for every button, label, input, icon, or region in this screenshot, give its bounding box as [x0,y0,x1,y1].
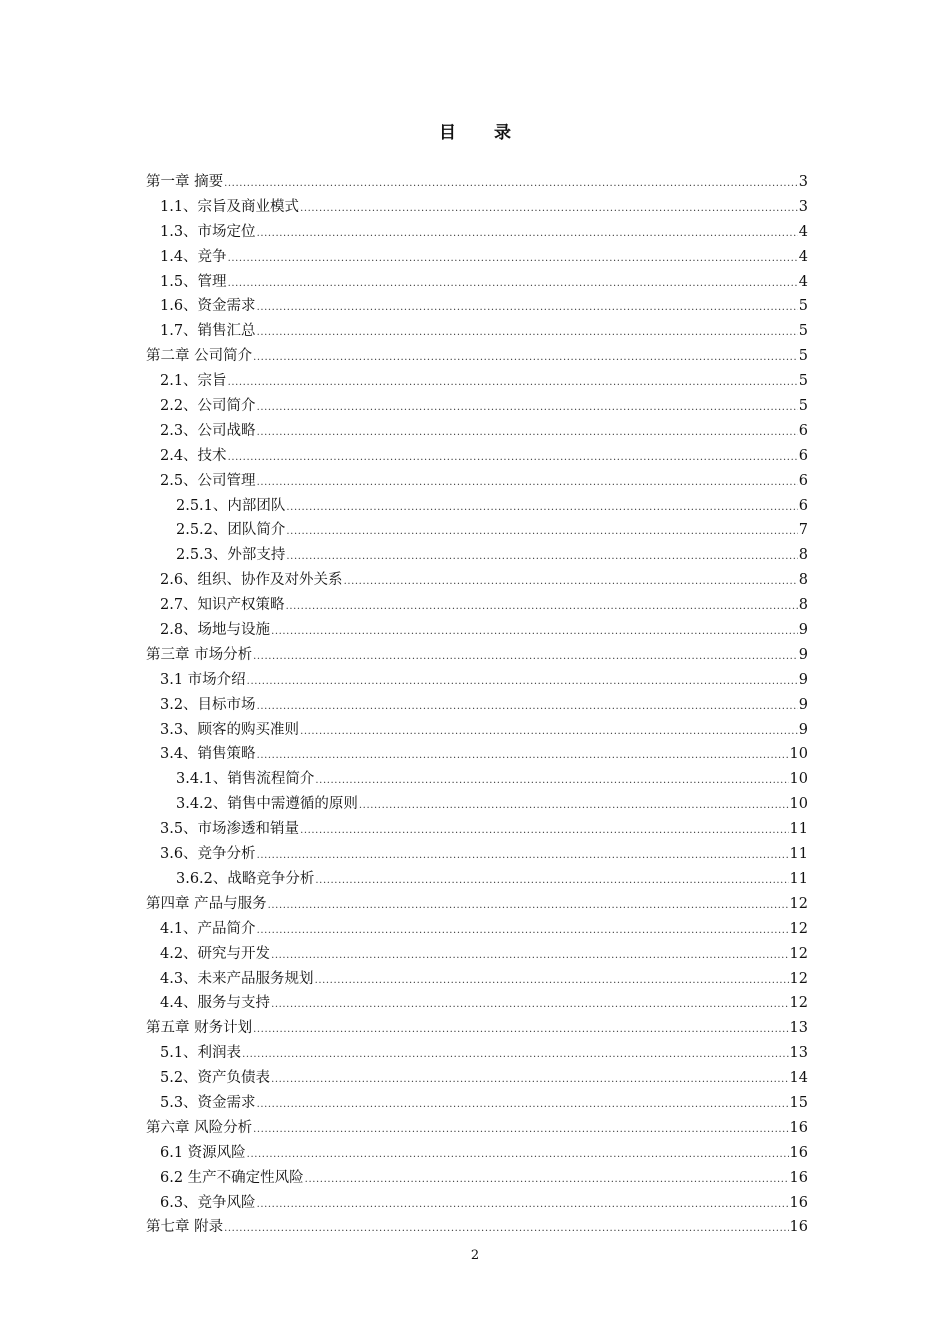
toc-dot-leader [315,969,789,994]
toc-dot-leader [257,744,789,769]
toc-dot-leader [247,670,798,695]
toc-entry[interactable] [146,643,808,668]
toc-title: 目 录 [439,123,527,143]
toc-entry-page: 4 [798,273,808,290]
toc-entry-label: 3.4、销售策略 [160,746,256,763]
toc-entry[interactable] [146,967,808,992]
toc-entry-label: 1.1、宗旨及商业模式 [160,198,300,215]
toc-entry-page: 12 [789,995,808,1012]
toc-dot-leader [300,819,788,844]
toc-entry-label: 第一章 摘要 [146,174,224,190]
toc-dot-leader [224,172,798,197]
toc-entry-page: 4 [798,223,808,240]
toc-entry-page: 16 [789,1194,808,1211]
toc-dot-leader [257,421,798,446]
toc-entry-label: 2.6、组织、协作及对外关系 [160,572,343,589]
toc-dot-leader [271,944,788,969]
toc-entry-page: 12 [789,895,808,912]
toc-entry[interactable] [146,892,808,917]
toc-dot-leader [253,645,798,670]
toc-entry[interactable] [146,419,808,444]
toc-dot-leader [286,520,797,545]
toc-entry[interactable] [146,718,808,743]
toc-dot-leader [257,1193,789,1218]
toc-entry[interactable] [146,593,808,618]
toc-entry[interactable] [146,767,808,792]
toc-entry-label: 4.1、产品简介 [160,920,256,937]
toc-dot-leader [257,919,789,944]
toc-dot-leader [268,894,789,919]
toc-entry-page: 9 [798,671,808,688]
toc-dot-leader [224,1217,788,1242]
toc-entry-label: 3.4.2、销售中需遵循的原则 [176,796,358,813]
toc-entry-page: 7 [798,522,808,539]
toc-entry[interactable] [146,1066,808,1091]
toc-entry-page: 9 [798,696,808,713]
toc-entry[interactable] [146,1166,808,1191]
toc-entry-page: 15 [789,1094,808,1111]
toc-entry[interactable] [146,220,808,245]
toc-dot-leader [257,1093,789,1118]
toc-entry-label: 3.6.2、战略竞争分析 [176,870,315,887]
toc-entry[interactable] [146,1041,808,1066]
toc-entry-label: 5.1、利润表 [160,1045,242,1062]
toc-entry-page: 8 [798,572,808,589]
toc-entry-label: 4.3、未来产品服务规划 [160,970,314,987]
toc-entry-label: 4.4、服务与支持 [160,995,271,1012]
toc-entry-label: 第三章 市场分析 [146,646,253,663]
toc-entry-page: 8 [798,547,808,564]
toc-entry[interactable] [146,568,808,593]
toc-entry[interactable] [146,1116,808,1141]
toc-entry[interactable] [146,792,808,817]
toc-dot-leader [247,1143,789,1168]
toc-entry[interactable] [146,469,808,494]
toc-entry-page: 16 [789,1119,808,1136]
toc-entry[interactable] [146,319,808,344]
toc-entry-label: 1.5、管理 [160,273,227,290]
toc-entry[interactable] [146,444,808,469]
toc-dot-leader [253,346,798,371]
toc-entry-label: 2.5.3、外部支持 [176,547,286,564]
toc-dot-leader [228,272,798,297]
toc-entry[interactable] [146,394,808,419]
toc-entry[interactable] [146,742,808,767]
toc-entry-label: 5.3、资金需求 [160,1094,256,1111]
toc-entry-page: 16 [789,1144,808,1161]
toc-entry-page: 11 [789,870,808,887]
toc-entry[interactable] [146,817,808,842]
toc-entry-label: 4.2、研究与开发 [160,945,271,962]
toc-dot-leader [300,720,798,745]
toc-entry-page: 4 [798,248,808,265]
toc-entry-page: 11 [789,821,808,838]
toc-entry[interactable] [146,867,808,892]
toc-entry[interactable] [146,270,808,295]
toc-entry-label: 第四章 产品与服务 [146,895,267,912]
toc-dot-leader [286,545,797,570]
toc-entry[interactable] [146,369,808,394]
toc-entry-page: 3 [798,174,808,190]
toc-entry-label: 3.1 市场介绍 [160,671,246,688]
toc-dot-leader [253,1018,788,1043]
toc-dot-leader [257,321,798,346]
toc-entry-label: 5.2、资产负债表 [160,1070,271,1087]
toc-entry[interactable] [146,942,808,967]
toc-dot-leader [271,620,798,645]
toc-dot-leader [271,993,788,1018]
toc-dot-leader [315,869,788,894]
toc-entry-page: 5 [798,348,808,365]
toc-entry-label: 3.2、目标市场 [160,696,256,713]
toc-entry[interactable] [146,693,808,718]
toc-entry-label: 6.2 生产不确定性风险 [160,1169,304,1186]
toc-entry-label: 2.5.1、内部团队 [176,497,286,514]
toc-dot-leader [228,371,798,396]
toc-entry[interactable] [146,991,808,1016]
toc-dot-leader [271,1068,788,1093]
toc-dot-leader [228,247,798,272]
toc-entry-label: 第六章 风险分析 [146,1119,253,1136]
toc-dot-leader [286,496,797,521]
toc-entry-page: 10 [789,796,808,813]
toc-entry-label: 2.5.2、团队简介 [176,522,286,539]
toc-entry-page: 6 [798,472,808,489]
toc-entry-page: 8 [798,597,808,614]
toc-entry-page: 10 [789,771,808,788]
toc-entry-page: 12 [789,970,808,987]
toc-entry-page: 12 [789,945,808,962]
toc-entry-label: 2.7、知识产权策略 [160,597,285,614]
toc-entry[interactable] [146,1141,808,1166]
toc-entry-page: 6 [798,447,808,464]
toc-entry-page: 16 [789,1169,808,1186]
toc-entry[interactable] [146,245,808,270]
toc-entry-label: 1.4、竞争 [160,248,227,265]
toc-entry-page: 13 [789,1020,808,1037]
toc-entry[interactable] [146,917,808,942]
toc-entry-label: 第五章 财务计划 [146,1020,253,1037]
toc-entry-page: 9 [798,622,808,639]
toc-entry[interactable] [146,842,808,867]
toc-entry-page: 9 [798,721,808,738]
toc-dot-leader [257,695,798,720]
toc-entry[interactable] [146,518,808,543]
toc-dot-leader [286,595,798,620]
toc-dot-leader [257,471,798,496]
toc-entry-label: 6.3、竞争风险 [160,1194,256,1211]
toc-entry-label: 1.6、资金需求 [160,298,256,315]
toc-entry[interactable] [146,170,808,195]
page-number: 2 [470,1248,480,1263]
toc-entry-label: 1.3、市场定位 [160,223,256,240]
toc-entry[interactable] [146,344,808,369]
toc-entry[interactable] [146,294,808,319]
toc-entry[interactable] [146,494,808,519]
toc-entry-label: 2.8、场地与设施 [160,622,271,639]
toc-entry[interactable] [146,618,808,643]
toc-dot-leader [359,794,789,819]
toc-entry[interactable] [146,1091,808,1116]
toc-dot-leader [228,446,798,471]
toc-entry-label: 2.2、公司简介 [160,398,256,415]
toc-entry-page: 6 [798,422,808,439]
toc-entry-page: 5 [798,373,808,390]
toc-entry[interactable] [146,195,808,220]
toc-entry-label: 3.3、顾客的购买准则 [160,721,300,738]
toc-dot-leader [300,197,798,222]
toc-entry-label: 2.4、技术 [160,447,227,464]
toc-dot-leader [242,1043,788,1068]
toc-entry[interactable] [146,668,808,693]
toc-entry-page: 5 [798,298,808,315]
toc-entry-label: 2.3、公司战略 [160,422,256,439]
toc-entry-page: 3 [798,198,808,215]
toc-dot-leader [315,769,788,794]
toc-dot-leader [257,296,798,321]
toc-entry-label: 3.6、竞争分析 [160,846,256,863]
toc-entry-page: 12 [789,920,808,937]
toc-entry-page: 14 [789,1070,808,1087]
toc-entry-page: 11 [789,846,808,863]
toc-entry-page: 10 [789,746,808,763]
toc-dot-leader [344,570,798,595]
toc-entry-page: 13 [789,1045,808,1062]
toc-dot-leader [305,1168,789,1193]
toc-entry-label: 2.5、公司管理 [160,472,256,489]
toc-entry-label: 1.7、销售汇总 [160,323,256,340]
toc-entry-label: 3.5、市场渗透和销量 [160,821,300,838]
toc-entry-page: 5 [798,398,808,415]
toc-dot-leader [253,1118,788,1143]
toc-entry-label: 第二章 公司简介 [146,348,253,365]
toc-entry[interactable] [146,1016,808,1041]
toc-entry-label: 第七章 附录 [146,1219,224,1236]
toc-dot-leader [257,844,789,869]
toc-entry-label: 2.1、宗旨 [160,373,227,390]
toc-entry-label: 6.1 资源风险 [160,1144,246,1161]
toc-entry[interactable] [146,1191,808,1216]
toc-entry[interactable] [146,1215,808,1240]
toc-entry-page: 9 [798,646,808,663]
toc-dot-leader [257,222,798,247]
toc-entry[interactable] [146,543,808,568]
table-of-contents [146,170,808,1240]
toc-entry-page: 16 [789,1219,808,1236]
toc-entry-label: 3.4.1、销售流程简介 [176,771,315,788]
toc-entry-page: 6 [798,497,808,514]
toc-dot-leader [257,396,798,421]
toc-entry-page: 5 [798,323,808,340]
